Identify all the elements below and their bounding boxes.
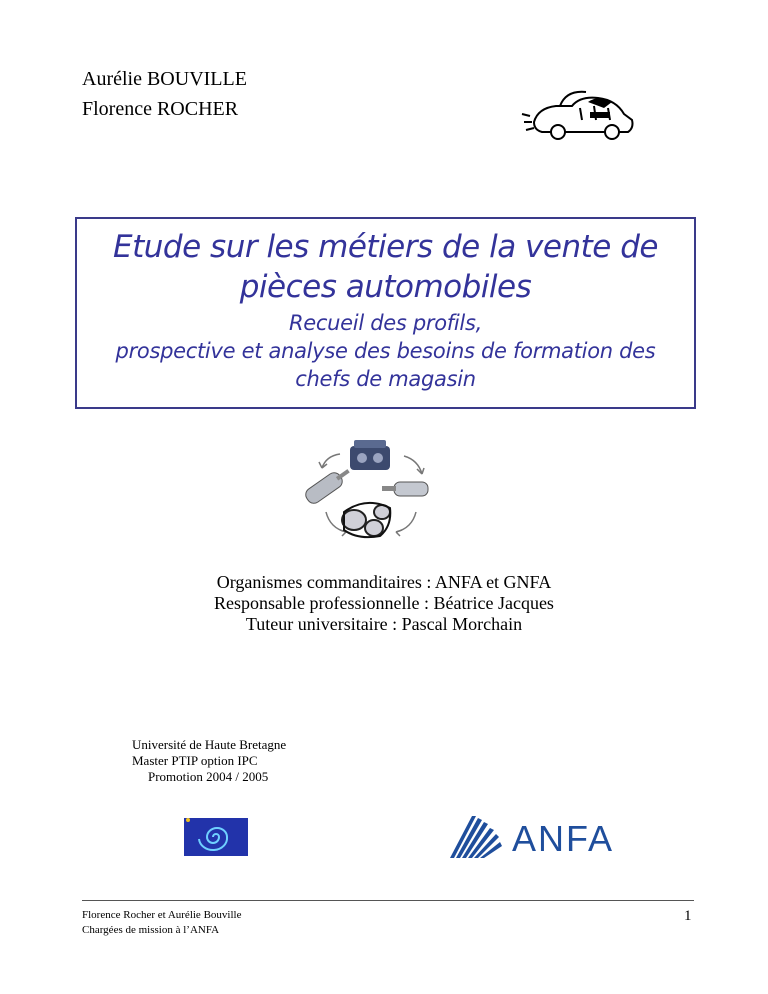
anfa-logo [446,812,636,864]
footer-divider [82,900,694,901]
university-program: Master PTIP option IPC [132,753,258,768]
author-1: Aurélie BOUVILLE [82,68,247,90]
subtitle-line-2: prospective et analyse des besoins de formation des [115,339,656,363]
footer-line-2: Chargées de mission à l’ANFA [82,924,220,936]
university-spiral-logo [180,816,250,858]
anfa-logo-text: ANFA [512,818,615,859]
authors-block [82,64,247,124]
subtitle [77,309,694,393]
title-box [75,217,696,409]
title-main-line-1: Etude sur les métiers de la vente de [113,229,658,265]
university-block [132,737,286,785]
page-number: 1 [684,908,692,924]
author-2: Florence ROCHER [82,98,239,120]
title-main [77,227,694,307]
title-main-line-2: pièces automobiles [239,269,532,305]
subtitle-line-1: Recueil des profils, [289,311,482,335]
footer-line-1: Florence Rocher et Aurélie Bouville [82,909,242,921]
footer-credits [82,908,241,938]
car-clipart-icon [520,86,640,144]
sponsors-block [0,572,768,635]
subtitle-line-3: chefs de magasin [295,367,476,391]
car-parts-cycle-icon [296,436,442,544]
university-promotion: Promotion 2004 / 2005 [148,769,269,784]
sponsors-line-1: Organismes commanditaires : ANFA et GNFA [216,572,552,592]
university-name: Université de Haute Bretagne [132,737,287,752]
sponsors-line-3: Tuteur universitaire : Pascal Morchain [245,614,523,634]
sponsors-line-2: Responsable professionnelle : Béatrice Jacques [214,593,554,613]
